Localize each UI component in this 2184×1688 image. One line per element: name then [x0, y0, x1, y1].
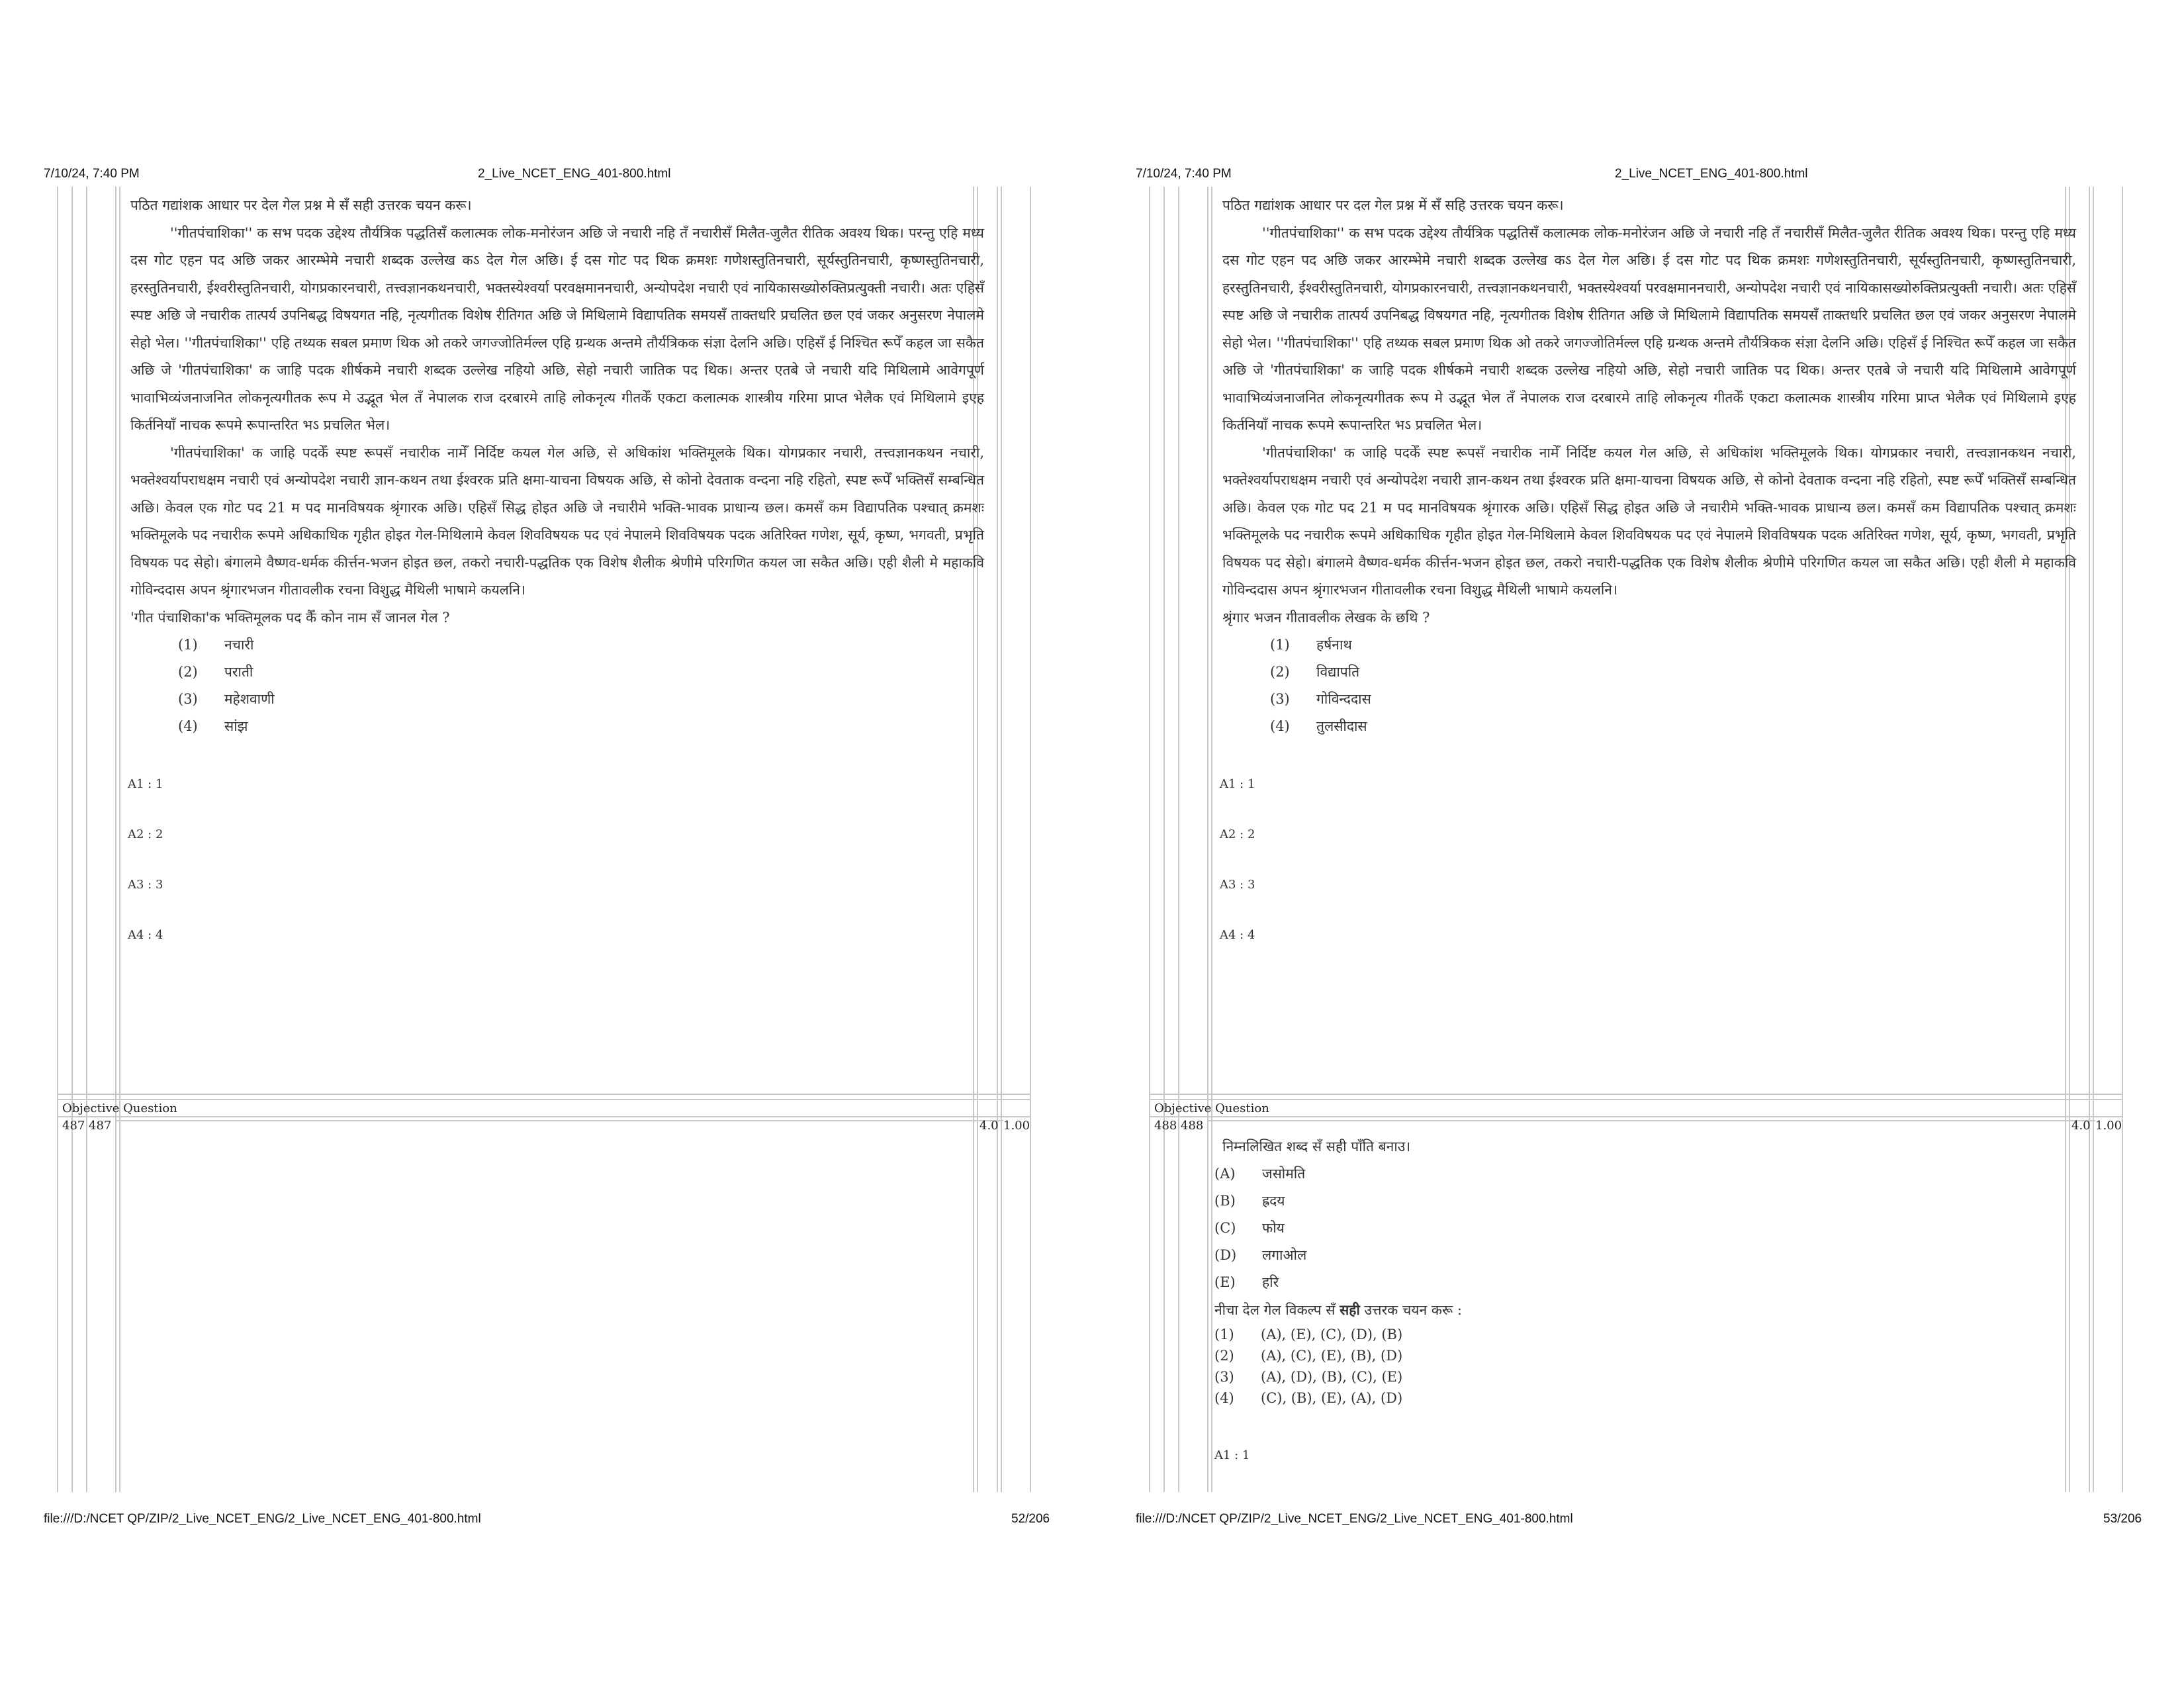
- answer-key-4: A4 : 4: [1220, 928, 1255, 942]
- answer-key-4: A4 : 4: [128, 928, 163, 942]
- table-border: [1163, 187, 1165, 1492]
- question-serial: 487: [62, 1119, 85, 1133]
- table-border: [1207, 187, 1208, 1492]
- option-2: (2) विद्यापति: [1270, 664, 1360, 680]
- answer-key-2: A2 : 2: [128, 827, 163, 841]
- passage-paragraph: 'गीतपंचाशिका' क जाहि पदकेँ स्पष्ट रूपसँ नचारीक नामेँ निर्दिष्ट कयल गेल अछि, से अधिकांश भक्तिमूलके थिक। योगप्रकार नचारी, तत्त्वज्ञानकथन नचारी, भक्तेश्वर्यापराधक्षम नचारी एवं अन्योपदेश नचारी ज्ञान-कथन तथा ईश्वरक प्रति क्षमा-याचना विषयक अछि, से कोनो देवताक वन्दना नहि रहितो, स्पष्ट रूपेँ भक्तिसँ सम्बन्धित अछि। केवल एक गोट पद 21 म पद मानविषयक श्रृंगारक अछि। एहिसँ सिद्ध होइत अछि जे नचारीमे भक्ति-भावक प्राधान्य छल। कमसँ कम विद्यापतिक पश्चात् क्रमशः भक्तिमूलके पद नचारीक रूपमे अधिकाधिक गृहीत होइत गेल-मिथिलामे केवल शिवविषयक पद एवं नेपालमे शिवविषयक पदक अतिरिक्त गणेश, सूर्य, कृष्ण, भगवती, प्रभृति विषयक पद सेहो। बंगालमे वैष्णव-धर्मक कीर्त्तन-भजन होइत छल, तकरो नचारी-पद्धतिक एक विशेष शैलीक श्रेणीमे परिगणित कयल जा सकैत अछि। एही शैली मे महाकवि गोविन्ददास अपन श्रृंगारभजन गीतावलीक रचना विशुद्ध मैथिली भाषामे कयलनि।: [130, 444, 984, 598]
- word-item-a: (A) जसोमति: [1214, 1166, 1306, 1182]
- table-row-divider: [1207, 1120, 2095, 1121]
- table-border: [115, 187, 116, 1492]
- sequence-option-2: (2) (A), (C), (E), (B), (D): [1214, 1348, 1403, 1364]
- answer-key-1: A1 : 1: [1220, 777, 1255, 791]
- option-1: (1) हर्षनाथ: [1270, 637, 1352, 653]
- word-item-b: (B) ह्रदय: [1214, 1193, 1285, 1209]
- table-border: [57, 187, 58, 1492]
- option-4: (4) तुलसीदास: [1270, 718, 1367, 734]
- word-item-d: (D) लगाओल: [1214, 1247, 1307, 1263]
- passage-paragraph: 'गीतपंचाशिका' क जाहि पदकेँ स्पष्ट रूपसँ नचारीक नामेँ निर्दिष्ट कयल गेल अछि, से अधिकांश भक्तिमूलके थिक। योगप्रकार नचारी, तत्त्वज्ञानकथन नचारी, भक्तेश्वर्यापराधक्षम नचारी एवं अन्योपदेश नचारी ज्ञान-कथन तथा ईश्वरक प्रति क्षमा-याचना विषयक अछि, से कोनो देवताक वन्दना नहि रहितो, स्पष्ट रूपेँ भक्तिसँ सम्बन्धित अछि। केवल एक गोट पद 21 म पद मानविषयक श्रृंगारक अछि। एहिसँ सिद्ध होइत अछि जे नचारीमे भक्ति-भावक प्राधान्य छल। कमसँ कम विद्यापतिक पश्चात् क्रमशः भक्तिमूलके पद नचारीक रूपमे अधिकाधिक गृहीत होइत गेल-मिथिलामे केवल शिवविषयक पद एवं नेपालमे शिवविषयक पदक अतिरिक्त गणेश, सूर्य, कृष्ण, भगवती, प्रभृति विषयक पद सेहो। बंगालमे वैष्णव-धर्मक कीर्त्तन-भजन होइत छल, तकरो नचारी-पद्धतिक एक विशेष शैलीक श्रेणीमे परिगणित कयल जा सकैत अछि। एही शैली मे महाकवि गोविन्ददास अपन श्रृंगारभजन गीतावलीक रचना विशुद्ध मैथिली भाषामे कयलनि।: [1222, 444, 2076, 598]
- table-border: [1149, 187, 1150, 1492]
- footer-file-url: file:///D:/NCET QP/ZIP/2_Live_NCET_ENG/2_Live_NCET_ENG_401-800.html: [1136, 1512, 1573, 1526]
- question-id: 488: [1181, 1119, 1204, 1133]
- sequence-option-4: (4) (C), (B), (E), (A), (D): [1214, 1390, 1403, 1406]
- table-row-divider: [1149, 1094, 2123, 1095]
- passage-paragraph: ''गीतपंचाशिका'' क सभ पदक उद्देश्य तौर्यत्रिक पद्धतिसँ कलात्मक लोक-मनोरंजन अछि जे नचारी नहि तँ नचारीसँ मिलैत-जुलैत रीतिक अवश्य थिक। परन्तु एहि मध्य दस गोट एहन पद अछि जकर आरम्भेमे नचारी शब्दक उल्लेख कऽ देल गेल अछि। ई दस गोट पद थिक क्रमशः गणेशस्तुतिनचारी, सूर्यस्तुतिनचारी, कृष्णस्तुतिनचारी, हरस्तुतिनचारी, ईश्वरीस्तुतिनचारी, योगप्रकारनचारी, तत्त्वज्ञानकथनचारी, भक्तस्येश्वर्या परवक्षमाननचारी, अन्योपदेश नचारी एवं नायिकासख्योरुक्तिप्रत्युक्ती नचारी। अतः एहिसँ स्पष्ट अछि जे नचारीक तात्पर्य उपनिबद्ध विषयगत नहि, नृत्यगीतक विशेष रीतिगत अछि जे मिथिलामे विद्यापतिक समयसँ ताक्तधरि प्रचलित छल एवं जकर अनुसरण नेपालमे सेहो भेल। ''गीतपंचाशिका'' एहि तथ्यक सबल प्रमाण थिक ओ तकरे जगज्जोतिर्मल्ल एहि ग्रन्थक अन्तमे तौर्यत्रिकक संज्ञा देलनि अछि। एहिसँ ई निश्चित रूपेँ कहल जा सकैत अछि जे 'गीतपंचाशिका' क जाहि पदक शीर्षकमे नचारी शब्दक उल्लेख नहियो अछि, सेहो नचारी जातिक पद थिक। अन्तर एतबे जे नचारी यदि मिथिलामे आवेगपूर्ण भावाभिव्यंजनाजनित लोकनृत्यगीतक रूप मे उद्भूत भेल तँ नेपालक राज दरबारमे ताहि लोकनृत्य गीतकेँ एकटा कलात्मक शास्त्रीय गरिमा प्राप्त भेलैक एवं मिथिलामे इएह किर्तनियाँ नाचक रूपमे रूपान्तरित भऽ प्रचलित भेल।: [130, 224, 984, 433]
- option-4: (4) सांझ: [178, 718, 248, 734]
- question-type-label: Objective Question: [1154, 1102, 1269, 1115]
- right-page: [1092, 0, 2184, 1688]
- option-3: (3) महेशवाणी: [178, 691, 275, 707]
- table-border: [71, 187, 73, 1492]
- answer-key-2: A2 : 2: [1220, 827, 1255, 841]
- page-number: 53/206: [2103, 1512, 2142, 1526]
- table-row-divider: [1149, 1116, 2123, 1117]
- sequence-option-1: (1) (A), (E), (C), (D), (B): [1214, 1327, 1403, 1342]
- table-border: [2093, 187, 2094, 1492]
- table-border: [1178, 187, 1179, 1492]
- word-item-c: (C) फोय: [1214, 1220, 1285, 1236]
- table-row-divider: [1149, 1099, 2123, 1100]
- table-border: [1211, 187, 1212, 1492]
- question-marks: 4.0: [2071, 1119, 2091, 1133]
- passage-instruction: पठित गद्यांशक आधार पर दल गेल प्रश्न में सँ सहि उत्तरक चयन करू।: [1222, 197, 1564, 213]
- table-row-divider: [57, 1099, 1031, 1100]
- choose-instruction: नीचा देल गेल विकल्प सँ सही उत्तरक चयन करू :: [1214, 1301, 1463, 1318]
- print-datetime: 7/10/24, 7:40 PM: [44, 167, 140, 181]
- table-border: [119, 187, 120, 1492]
- next-question: [1214, 1133, 2017, 1469]
- table-border: [2122, 187, 2123, 1492]
- question-type-label: Objective Question: [62, 1102, 177, 1115]
- footer-file-url: file:///D:/NCET QP/ZIP/2_Live_NCET_ENG/2_Live_NCET_ENG_401-800.html: [44, 1512, 481, 1526]
- document-title: 2_Live_NCET_ENG_401-800.html: [1615, 167, 1808, 181]
- table-border: [2089, 187, 2090, 1492]
- passage-paragraph: ''गीतपंचाशिका'' क सभ पदक उद्देश्य तौर्यत्रिक पद्धतिसँ कलात्मक लोक-मनोरंजन अछि जे नचारी नहि तँ नचारीसँ मिलैत-जुलैत रीतिक अवश्य थिक। परन्तु एहि मध्य दस गोट एहन पद अछि जकर आरम्भेमे नचारी शब्दक उल्लेख कऽ देल गेल अछि। ई दस गोट पद थिक क्रमशः गणेशस्तुतिनचारी, सूर्यस्तुतिनचारी, कृष्णस्तुतिनचारी, हरस्तुतिनचारी, ईश्वरीस्तुतिनचारी, योगप्रकारनचारी, तत्त्वज्ञानकथनचारी, भक्तस्येश्वर्या परवक्षमाननचारी, अन्योपदेश नचारी एवं नायिकासख्योरुक्तिप्रत्युक्ती नचारी। अतः एहिसँ स्पष्ट अछि जे नचारीक तात्पर्य उपनिबद्ध विषयगत नहि, नृत्यगीतक विशेष रीतिगत अछि जे मिथिलामे विद्यापतिक समयसँ ताक्तधरि प्रचलित छल एवं जकर अनुसरण नेपालमे सेहो भेल। ''गीतपंचाशिका'' एहि तथ्यक सबल प्रमाण थिक ओ तकरे जगज्जोतिर्मल्ल एहि ग्रन्थक अन्तमे तौर्यत्रिकक संज्ञा देलनि अछि। एहिसँ ई निश्चित रूपेँ कहल जा सकैत अछि जे 'गीतपंचाशिका' क जाहि पदक शीर्षकमे नचारी शब्दक उल्लेख नहियो अछि, सेहो नचारी जातिक पद थिक। अन्तर एतबे जे नचारी यदि मिथिलामे आवेगपूर्ण भावाभिव्यंजनाजनित लोकनृत्यगीतक रूप मे उद्भूत भेल तँ नेपालक राज दरबारमे ताहि लोकनृत्य गीतकेँ एकटा कलात्मक शास्त्रीय गरिमा प्राप्त भेलैक एवं मिथिलामे इएह किर्तनियाँ नाचक रूपमे रूपान्तरित भऽ प्रचलित भेल।: [1222, 224, 2076, 433]
- answer-key-1: A1 : 1: [128, 777, 163, 791]
- question-content: [1222, 192, 2076, 980]
- option-2: (2) पराती: [178, 664, 253, 680]
- question-id: 487: [89, 1119, 112, 1133]
- page-number: 52/206: [1011, 1512, 1050, 1526]
- question-text: श्रृंगार भजन गीतावलीक लेखक के छथि ?: [1222, 609, 1430, 626]
- passage-instruction: पठित गद्यांशक आधार पर देल गेल प्रश्न मे सँ सही उत्तरक चयन करू।: [130, 197, 472, 213]
- question-text: 'गीत पंचाशिका'क भक्तिमूलक पद कैँ कोन नाम सँ जानल गेल ?: [130, 609, 450, 626]
- answer-key-3: A3 : 3: [128, 878, 163, 892]
- next-question-prompt: निम्नलिखित शब्द सँ सही पाँति बनाउ।: [1222, 1139, 1411, 1154]
- sequence-option-3: (3) (A), (D), (B), (C), (E): [1214, 1369, 1403, 1385]
- table-border: [86, 187, 87, 1492]
- print-datetime: 7/10/24, 7:40 PM: [1136, 167, 1232, 181]
- negative-marks: 1.00: [1003, 1119, 1030, 1133]
- table-row-divider: [115, 1120, 1003, 1121]
- document-title: 2_Live_NCET_ENG_401-800.html: [478, 167, 671, 181]
- negative-marks: 1.00: [2095, 1119, 2122, 1133]
- answer-key-1: A1 : 1: [1214, 1448, 1250, 1462]
- question-content: [130, 192, 984, 980]
- table-border: [1001, 187, 1002, 1492]
- table-border: [1030, 187, 1031, 1492]
- answer-key-3: A3 : 3: [1220, 878, 1255, 892]
- word-item-e: (E) हरि: [1214, 1274, 1279, 1290]
- option-1: (1) नचारी: [178, 637, 254, 653]
- question-serial: 488: [1154, 1119, 1177, 1133]
- table-row-divider: [57, 1116, 1031, 1117]
- option-3: (3) गोविन्ददास: [1270, 691, 1371, 707]
- table-border: [997, 187, 998, 1492]
- question-marks: 4.0: [979, 1119, 999, 1133]
- table-row-divider: [57, 1094, 1031, 1095]
